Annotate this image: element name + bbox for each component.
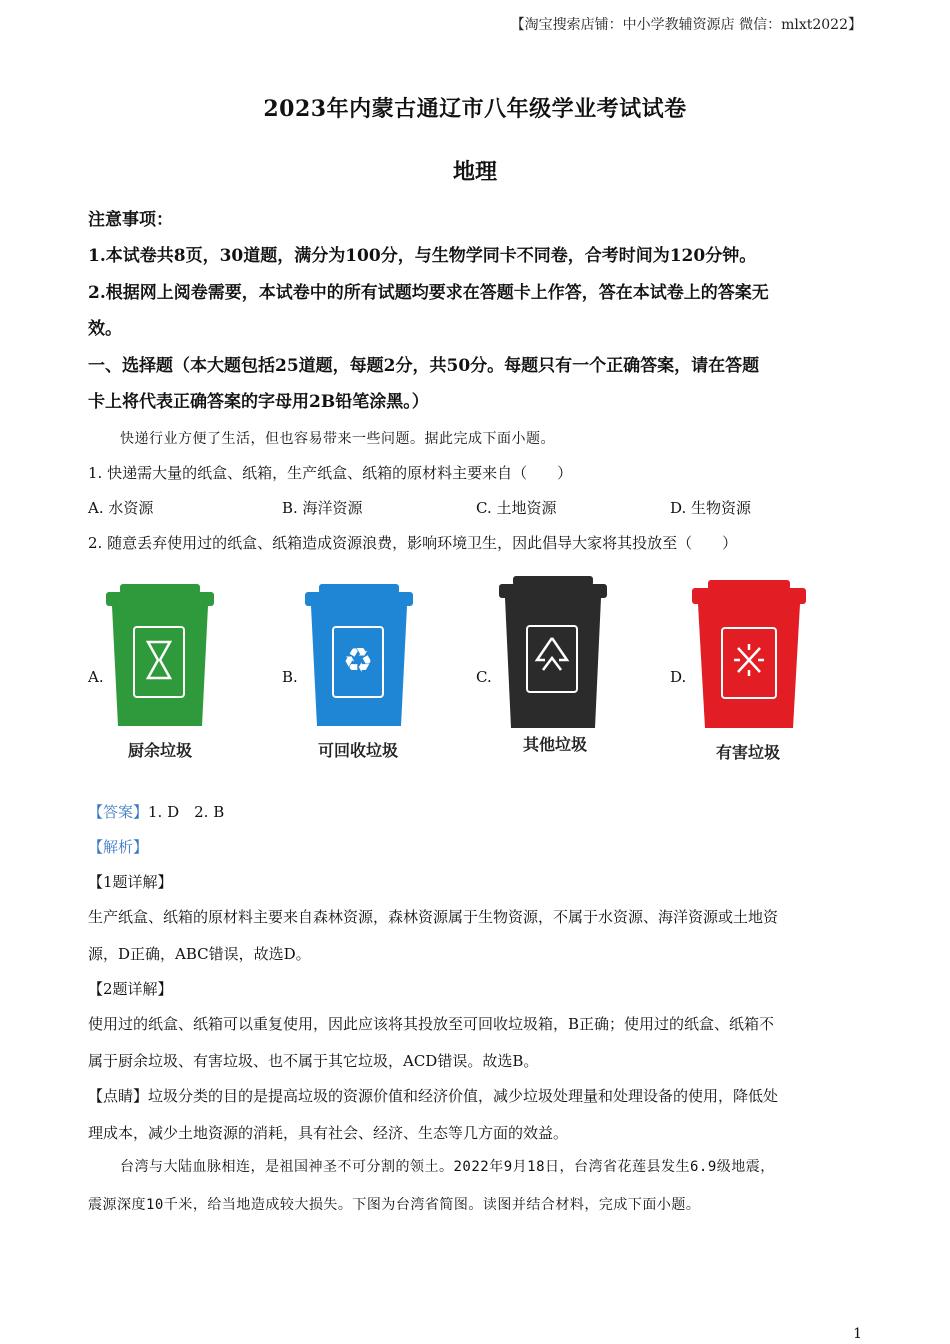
question-stem-2-line1: 台湾与大陆血脉相连，是祖国神圣不可分割的领土。2022年9月18日，台湾省花莲县发生6.9级地震， xyxy=(120,1159,775,1175)
section1-line1: 一、选择题（本大题包括25道题，每题2分，共50分。每题只有一个正确答案，请在答题 xyxy=(88,356,760,376)
notice-item-2-line1: 2.根据网上阅卷需要，本试卷中的所有试题均要求在答题卡上作答，答在本试卷上的答案无 xyxy=(88,283,769,303)
detail-2-line1: 使用过的纸盒、纸箱可以重复使用，因此应该将其投放至可回收垃圾箱，B正确；使用过的纸盒、纸箱不 xyxy=(88,1015,775,1033)
answer-line xyxy=(88,795,224,829)
q2-option-d: D. xyxy=(670,668,687,686)
q1-option-d: D. 生物资源 xyxy=(670,499,752,517)
q2-option-c: C. xyxy=(476,668,492,686)
q2-option-a: A. xyxy=(88,668,104,686)
question-1: 1. 快递需大量的纸盒、纸箱，生产纸盒、纸箱的原材料主要来自（ ） xyxy=(88,464,573,482)
question-stem-2-line2: 震源深度10千米，给当地造成较大损失。下图为台湾省简图。读图并结合材料，完成下面小题。 xyxy=(88,1197,701,1213)
answer-value: 1. D 2. B xyxy=(148,803,225,821)
notice-item-2-line2: 效。 xyxy=(88,319,122,339)
notice-heading: 注意事项： xyxy=(88,210,173,230)
answer-label: 【答案】 xyxy=(88,803,149,821)
analysis-label: 【解析】 xyxy=(88,838,149,856)
page-header: 【淘宝搜索店铺：中小学教辅资源店 微信：mlxt2022】 xyxy=(510,17,862,33)
detail-1-line2: 源，D正确，ABC错误，故选D。 xyxy=(88,945,311,963)
green-kitchen-waste-bin xyxy=(104,582,216,732)
tip-line2: 理成本，减少土地资源的消耗，具有社会、经济、生态等几方面的效益。 xyxy=(88,1124,569,1142)
section1-line2: 卡上将代表正确答案的字母用2B铅笔涂黑。） xyxy=(88,392,429,412)
red-hazardous-waste-bin xyxy=(690,578,808,732)
question-stem-1: 快递行业方便了生活，但也容易带来一些问题。据此完成下面小题。 xyxy=(120,431,555,447)
bin-label-recyclable: 可回收垃圾 xyxy=(317,741,398,760)
q2-option-b: B. xyxy=(282,668,298,686)
svg-text:♻: ♻ xyxy=(342,641,374,681)
black-other-waste-bin xyxy=(497,574,609,732)
page-number: 1 xyxy=(853,1326,862,1342)
detail-1-line1: 生产纸盒、纸箱的原材料主要来自森林资源，森林资源属于生物资源，不属于水资源、海洋资源或土地资 xyxy=(88,908,779,926)
bin-label-hazardous: 有害垃圾 xyxy=(715,743,780,762)
detail-1-label: 【1题详解】 xyxy=(88,873,173,891)
tip-line1 xyxy=(88,1079,778,1113)
exam-title: 2023年内蒙古通辽市八年级学业考试试卷 xyxy=(263,96,687,122)
question-2: 2. 随意丢弃使用过的纸盒、纸箱造成资源浪费，影响环境卫生，因此倡导大家将其投放至（ ） xyxy=(88,534,738,552)
q1-option-a: A. 水资源 xyxy=(88,499,154,517)
bin-label-other: 其他垃圾 xyxy=(522,735,587,754)
q1-option-b: B. 海洋资源 xyxy=(282,499,363,517)
hazard-icon xyxy=(734,644,764,676)
recycle-icon xyxy=(343,641,373,681)
q1-option-c: C. 土地资源 xyxy=(476,499,557,517)
bin-label-kitchen: 厨余垃圾 xyxy=(127,741,192,760)
tip-label: 【点睛】 xyxy=(88,1087,149,1105)
tip-text-1: 垃圾分类的目的是提高垃圾的资源价值和经济价值，减少垃圾处理量和处理设备的使用，降低处 xyxy=(148,1087,779,1105)
subject-title: 地理 xyxy=(452,159,497,185)
detail-2-label: 【2题详解】 xyxy=(88,980,173,998)
notice-item-1: 1.本试卷共8页，30道题，满分为100分，与生物学同卡不同卷，合考时间为120分钟。 xyxy=(88,246,757,266)
detail-2-line2: 属于厨余垃圾、有害垃圾、也不属于其它垃圾，ACD错误。故选B。 xyxy=(88,1052,539,1070)
blue-recyclable-bin xyxy=(303,582,415,732)
